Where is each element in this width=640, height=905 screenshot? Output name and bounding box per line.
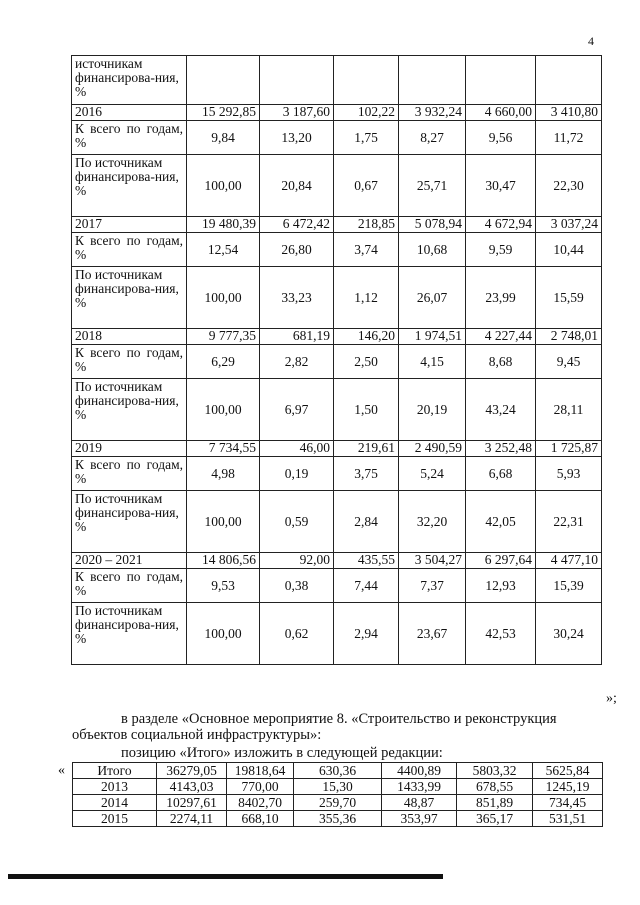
year-value: 3 187,60 bbox=[260, 105, 334, 121]
percent-value: 20,19 bbox=[399, 379, 466, 441]
percent-value: 0,59 bbox=[260, 491, 334, 553]
financing-table bbox=[71, 55, 602, 665]
footer-rule bbox=[8, 874, 443, 879]
percent-value: 1,12 bbox=[334, 267, 399, 329]
table-value: 630,36 bbox=[294, 763, 382, 779]
share-by-source-row bbox=[72, 267, 602, 329]
page-number: 4 bbox=[588, 34, 594, 48]
total-value: 15 292,85 bbox=[187, 105, 260, 121]
year-value: 4 477,10 bbox=[536, 553, 602, 569]
table-value: 770,00 bbox=[227, 779, 294, 795]
table-row bbox=[73, 779, 603, 795]
percent-value: 3,75 bbox=[334, 457, 399, 491]
percent-value: 5,93 bbox=[536, 457, 602, 491]
percent-value: 100,00 bbox=[187, 267, 260, 329]
share-by-source-row bbox=[72, 379, 602, 441]
table-value: 48,87 bbox=[382, 795, 457, 811]
table-value: 15,30 bbox=[294, 779, 382, 795]
percent-value: 30,24 bbox=[536, 603, 602, 665]
row-label: 2015 bbox=[73, 811, 157, 827]
empty-cell bbox=[187, 56, 260, 105]
percent-value: 33,23 bbox=[260, 267, 334, 329]
row-label: По источникам финансирова-ния, % bbox=[72, 603, 187, 665]
percent-value: 23,99 bbox=[466, 267, 536, 329]
percent-value: 22,31 bbox=[536, 491, 602, 553]
table-value: 531,51 bbox=[533, 811, 603, 827]
row-label bbox=[72, 345, 187, 379]
total-value: 14 806,56 bbox=[187, 553, 260, 569]
percent-value: 12,93 bbox=[466, 569, 536, 603]
percent-value: 42,53 bbox=[466, 603, 536, 665]
year-value: 1 725,87 bbox=[536, 441, 602, 457]
table-value: 355,36 bbox=[294, 811, 382, 827]
percent-value: 9,56 bbox=[466, 121, 536, 155]
table-value: 1433,99 bbox=[382, 779, 457, 795]
percent-value: 42,05 bbox=[466, 491, 536, 553]
share-by-year-row bbox=[72, 121, 602, 155]
percent-value: 8,27 bbox=[399, 121, 466, 155]
percent-value: 5,24 bbox=[399, 457, 466, 491]
year-value: 5 078,94 bbox=[399, 217, 466, 233]
table-row bbox=[73, 811, 603, 827]
empty-cell bbox=[260, 56, 334, 105]
percent-value: 2,84 bbox=[334, 491, 399, 553]
row-label bbox=[72, 121, 187, 155]
row-label: 2013 bbox=[73, 779, 157, 795]
percent-value: 28,11 bbox=[536, 379, 602, 441]
percent-value: 6,29 bbox=[187, 345, 260, 379]
percent-value: 9,53 bbox=[187, 569, 260, 603]
year-value: 46,00 bbox=[260, 441, 334, 457]
percent-value: 32,20 bbox=[399, 491, 466, 553]
row-label: Итого bbox=[73, 763, 157, 779]
table-value: 678,55 bbox=[457, 779, 533, 795]
year-row bbox=[72, 105, 602, 121]
year-value: 3 410,80 bbox=[536, 105, 602, 121]
share-by-year-label: К всего по годам, % bbox=[75, 457, 183, 486]
year-label: 2016 bbox=[72, 105, 187, 121]
percent-value: 30,47 bbox=[466, 155, 536, 217]
year-label: 2020 – 2021 bbox=[72, 553, 187, 569]
row-label: По источникам финансирова-ния, % bbox=[72, 267, 187, 329]
table-value: 10297,61 bbox=[157, 795, 227, 811]
percent-value: 100,00 bbox=[187, 603, 260, 665]
percent-value: 12,54 bbox=[187, 233, 260, 267]
year-row bbox=[72, 217, 602, 233]
share-by-year-label: К всего по годам, % bbox=[75, 569, 183, 598]
empty-cell bbox=[536, 56, 602, 105]
table-value: 8402,70 bbox=[227, 795, 294, 811]
year-value: 2 490,59 bbox=[399, 441, 466, 457]
table-row bbox=[73, 795, 603, 811]
percent-value: 0,62 bbox=[260, 603, 334, 665]
year-row bbox=[72, 329, 602, 345]
year-value: 6 297,64 bbox=[466, 553, 536, 569]
percent-value: 10,68 bbox=[399, 233, 466, 267]
row-label: 2014 bbox=[73, 795, 157, 811]
year-row bbox=[72, 553, 602, 569]
percent-value: 100,00 bbox=[187, 379, 260, 441]
percent-value: 2,50 bbox=[334, 345, 399, 379]
year-value: 2 748,01 bbox=[536, 329, 602, 345]
table-value: 5625,84 bbox=[533, 763, 603, 779]
share-by-source-row bbox=[72, 491, 602, 553]
table-row bbox=[72, 56, 602, 105]
percent-value: 9,45 bbox=[536, 345, 602, 379]
year-value: 3 252,48 bbox=[466, 441, 536, 457]
percent-value: 23,67 bbox=[399, 603, 466, 665]
year-value: 3 504,27 bbox=[399, 553, 466, 569]
percent-value: 20,84 bbox=[260, 155, 334, 217]
percent-value: 11,72 bbox=[536, 121, 602, 155]
percent-value: 1,75 bbox=[334, 121, 399, 155]
row-label: По источникам финансирова-ния, % bbox=[72, 379, 187, 441]
row-label: По источникам финансирова-ния, % bbox=[72, 491, 187, 553]
table-value: 4400,89 bbox=[382, 763, 457, 779]
year-value: 681,19 bbox=[260, 329, 334, 345]
table-value: 365,17 bbox=[457, 811, 533, 827]
percent-value: 100,00 bbox=[187, 155, 260, 217]
row-label bbox=[72, 233, 187, 267]
year-value: 102,22 bbox=[334, 105, 399, 121]
year-value: 3 932,24 bbox=[399, 105, 466, 121]
year-value: 218,85 bbox=[334, 217, 399, 233]
empty-cell bbox=[466, 56, 536, 105]
percent-value: 6,97 bbox=[260, 379, 334, 441]
share-by-source-row bbox=[72, 603, 602, 665]
total-value: 7 734,55 bbox=[187, 441, 260, 457]
percent-value: 9,84 bbox=[187, 121, 260, 155]
year-value: 1 974,51 bbox=[399, 329, 466, 345]
empty-cell bbox=[334, 56, 399, 105]
year-value: 4 672,94 bbox=[466, 217, 536, 233]
percent-value: 1,50 bbox=[334, 379, 399, 441]
percent-value: 4,15 bbox=[399, 345, 466, 379]
percent-value: 7,37 bbox=[399, 569, 466, 603]
table-value: 668,10 bbox=[227, 811, 294, 827]
section-heading-line2: объектов социальной инфраструктуры»: bbox=[72, 727, 322, 743]
year-value: 3 037,24 bbox=[536, 217, 602, 233]
percent-value: 8,68 bbox=[466, 345, 536, 379]
percent-value: 43,24 bbox=[466, 379, 536, 441]
percent-value: 26,07 bbox=[399, 267, 466, 329]
table-value: 2274,11 bbox=[157, 811, 227, 827]
percent-value: 15,59 bbox=[536, 267, 602, 329]
percent-value: 3,74 bbox=[334, 233, 399, 267]
percent-value: 2,82 bbox=[260, 345, 334, 379]
share-by-year-label: К всего по годам, % bbox=[75, 345, 183, 374]
year-value: 146,20 bbox=[334, 329, 399, 345]
total-value: 19 480,39 bbox=[187, 217, 260, 233]
itogo-table bbox=[72, 762, 603, 827]
percent-value: 22,30 bbox=[536, 155, 602, 217]
share-by-year-row bbox=[72, 457, 602, 491]
row-label bbox=[72, 569, 187, 603]
year-value: 435,55 bbox=[334, 553, 399, 569]
percent-value: 100,00 bbox=[187, 491, 260, 553]
empty-cell bbox=[399, 56, 466, 105]
share-by-year-label: К всего по годам, % bbox=[75, 233, 183, 262]
percent-value: 7,44 bbox=[334, 569, 399, 603]
table-value: 19818,64 bbox=[227, 763, 294, 779]
table-value: 851,89 bbox=[457, 795, 533, 811]
section-heading-line1: в разделе «Основное мероприятие 8. «Строительство и реконструкция bbox=[121, 711, 557, 727]
share-by-year-label: К всего по годам, % bbox=[75, 121, 183, 150]
open-quote: « bbox=[58, 763, 65, 778]
year-value: 92,00 bbox=[260, 553, 334, 569]
share-by-source-row bbox=[72, 155, 602, 217]
table-value: 4143,03 bbox=[157, 779, 227, 795]
percent-value: 26,80 bbox=[260, 233, 334, 267]
closing-quote: »; bbox=[606, 691, 617, 706]
percent-value: 25,71 bbox=[399, 155, 466, 217]
table-value: 5803,32 bbox=[457, 763, 533, 779]
percent-value: 4,98 bbox=[187, 457, 260, 491]
table-row bbox=[73, 763, 603, 779]
percent-value: 10,44 bbox=[536, 233, 602, 267]
year-label: 2018 bbox=[72, 329, 187, 345]
year-value: 6 472,42 bbox=[260, 217, 334, 233]
itogo-instruction: позицию «Итого» изложить в следующей редакции: bbox=[121, 745, 443, 761]
share-by-year-row bbox=[72, 569, 602, 603]
percent-value: 0,19 bbox=[260, 457, 334, 491]
year-row bbox=[72, 441, 602, 457]
percent-value: 0,38 bbox=[260, 569, 334, 603]
percent-value: 0,67 bbox=[334, 155, 399, 217]
table-value: 353,97 bbox=[382, 811, 457, 827]
row-label bbox=[72, 457, 187, 491]
share-by-year-row bbox=[72, 345, 602, 379]
year-value: 4 660,00 bbox=[466, 105, 536, 121]
table-value: 36279,05 bbox=[157, 763, 227, 779]
row-label: источникам финансирова-ния, % bbox=[72, 56, 187, 105]
table-value: 259,70 bbox=[294, 795, 382, 811]
percent-value: 9,59 bbox=[466, 233, 536, 267]
percent-value: 15,39 bbox=[536, 569, 602, 603]
table-value: 734,45 bbox=[533, 795, 603, 811]
row-label: По источникам финансирова-ния, % bbox=[72, 155, 187, 217]
year-value: 219,61 bbox=[334, 441, 399, 457]
percent-value: 2,94 bbox=[334, 603, 399, 665]
percent-value: 6,68 bbox=[466, 457, 536, 491]
percent-value: 13,20 bbox=[260, 121, 334, 155]
year-value: 4 227,44 bbox=[466, 329, 536, 345]
year-label: 2017 bbox=[72, 217, 187, 233]
total-value: 9 777,35 bbox=[187, 329, 260, 345]
year-label: 2019 bbox=[72, 441, 187, 457]
table-value: 1245,19 bbox=[533, 779, 603, 795]
share-by-year-row bbox=[72, 233, 602, 267]
